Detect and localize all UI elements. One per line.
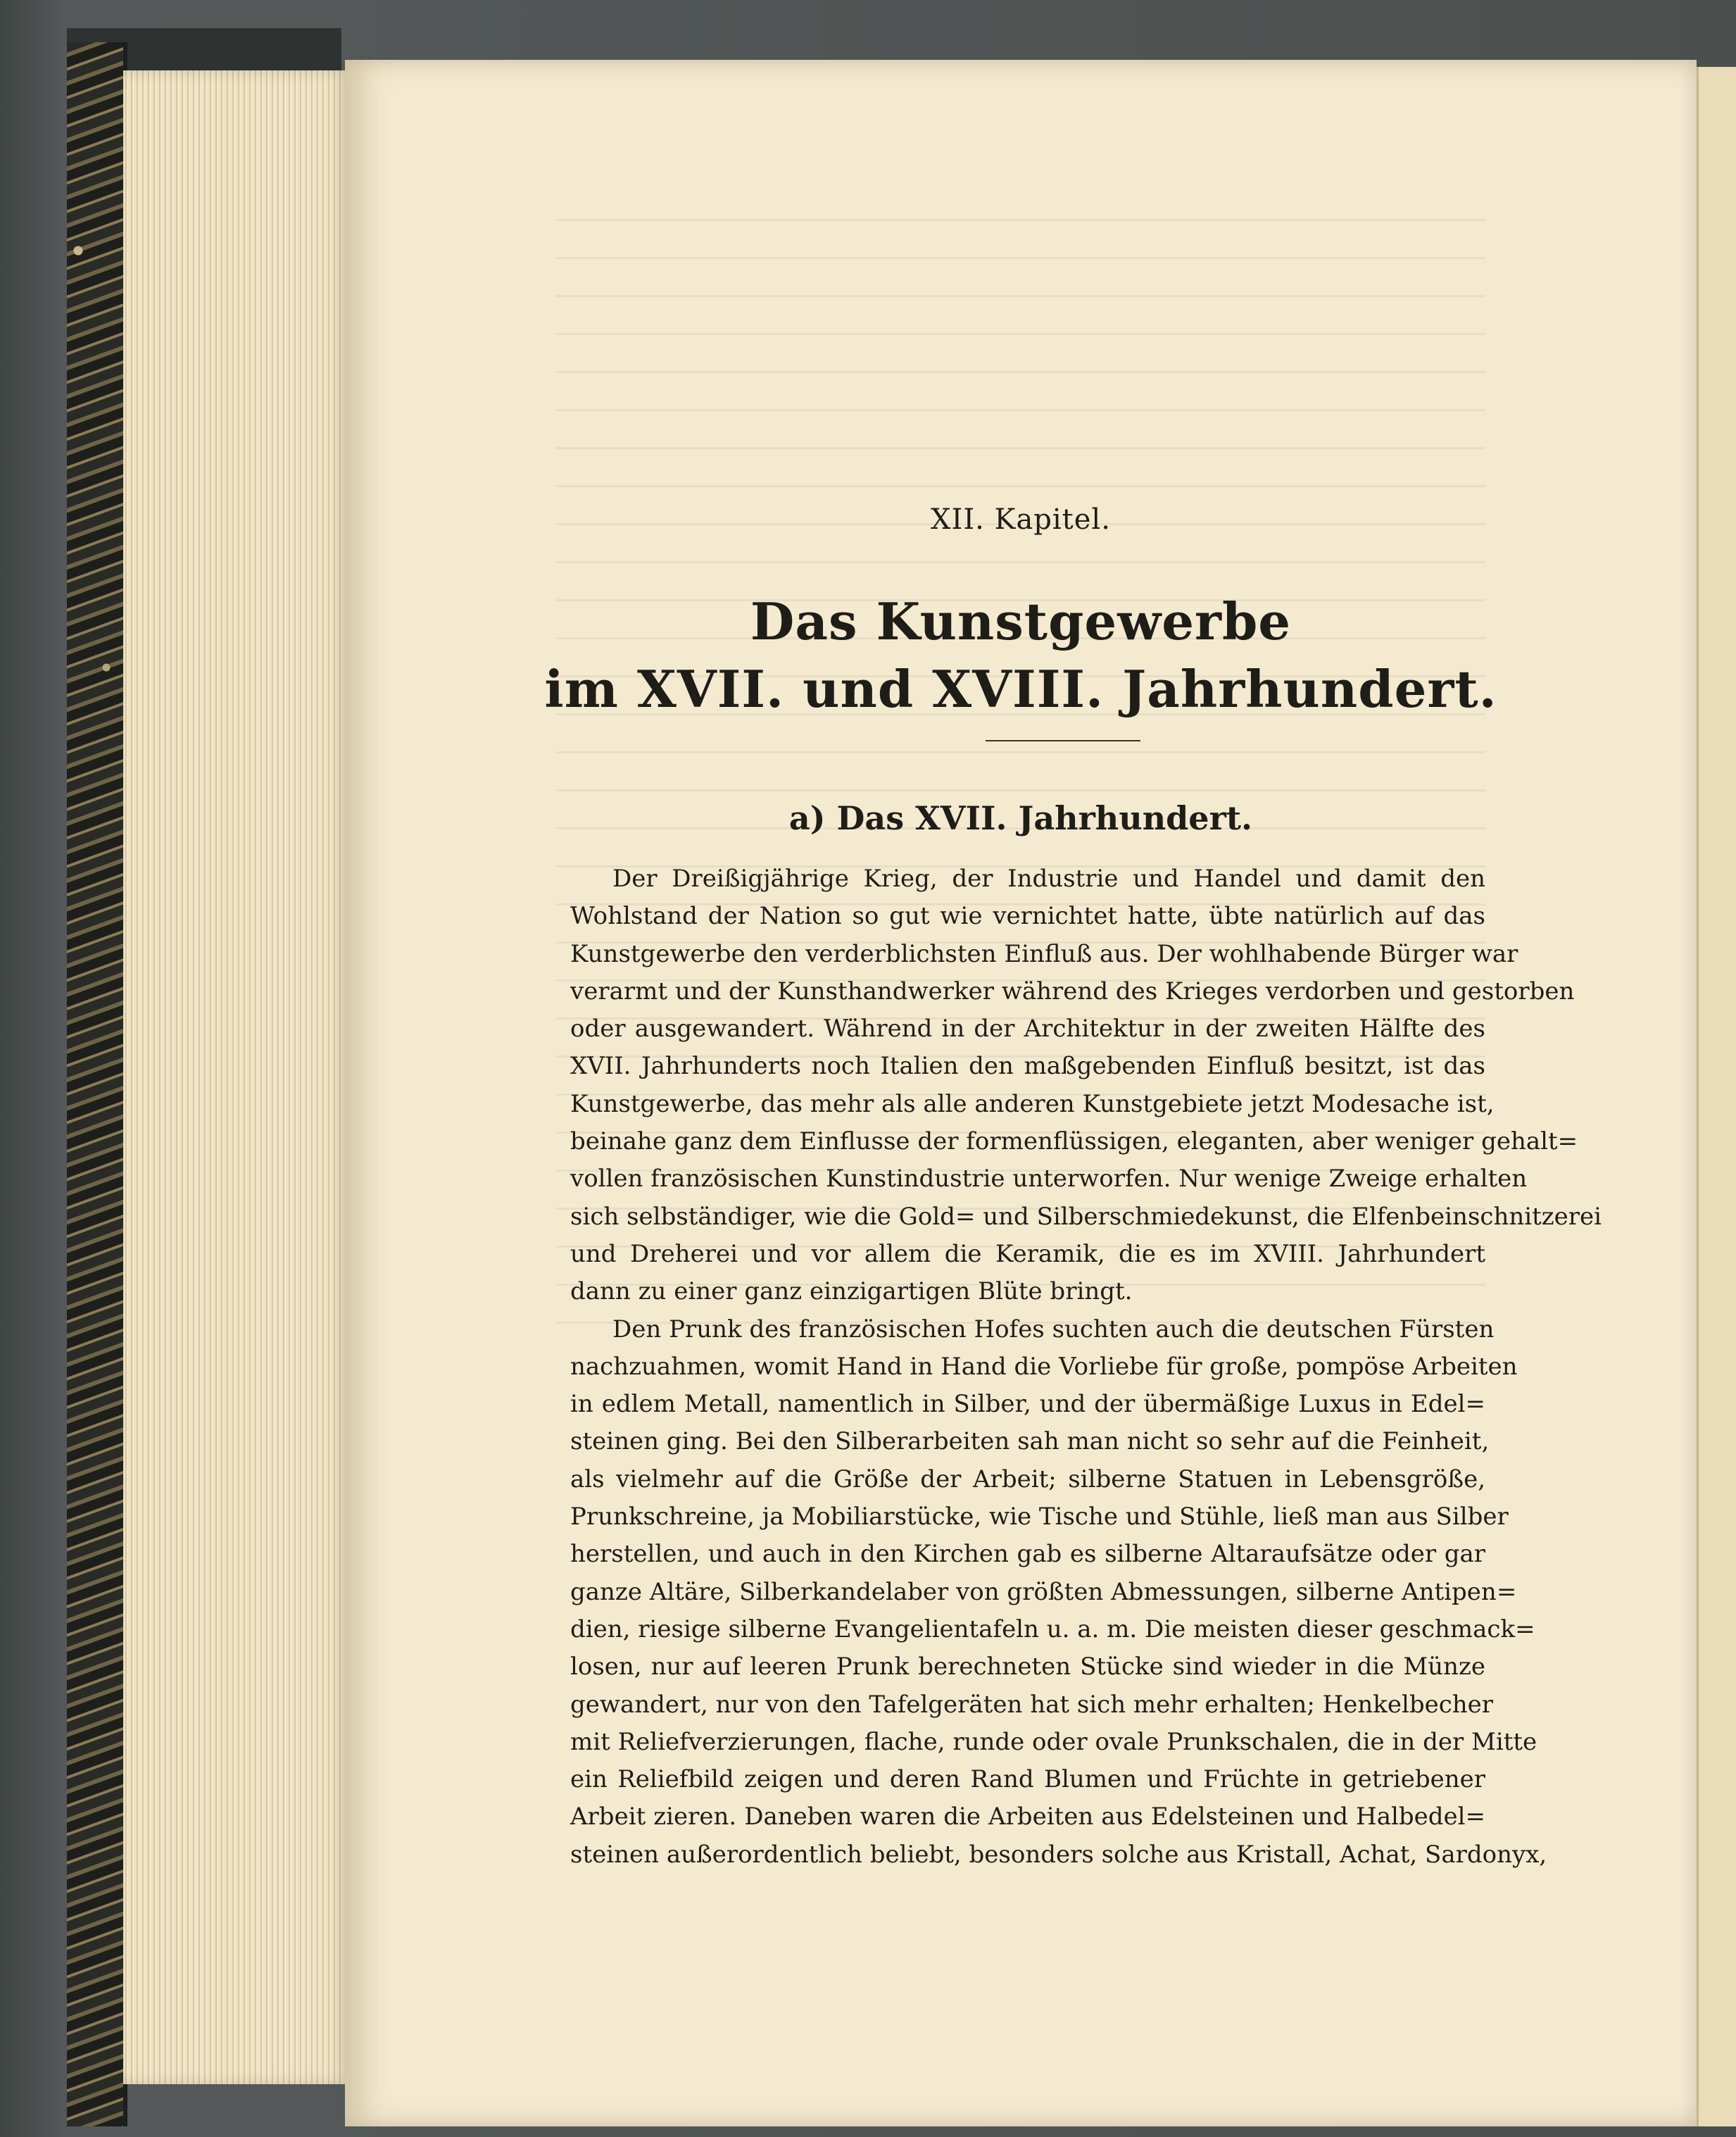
paragraph [570, 1311, 1547, 1874]
chapter-label: XII. Kapitel. [931, 503, 1111, 536]
text-line: Kunstgewerbe den verderblichsten Einfluß aus. Der wohlhabende Bürger war [570, 939, 1518, 968]
chapter-title [345, 588, 1697, 723]
text-line: sich selbständiger, wie die Gold= und Silberschmiedekunst, die Elfenbeinschnitzerei [570, 1202, 1602, 1231]
text-line: verarmt und der Kunsthandwerker während des Krieges verdorben und gestorben [570, 977, 1575, 1005]
page-block-edges [123, 70, 348, 2084]
chapter-title-line-1: Das Kunstgewerbe [750, 591, 1292, 651]
text-line: dien, riesige silberne Evangelientafeln u. a. m. Die meisten dieser geschmack= [570, 1615, 1535, 1643]
text-line: XVII. Jahrhunderts noch Italien den maßgebenden Einfluß besitzt, ist das [570, 1052, 1485, 1081]
text-line: Prunkschreine, ja Mobiliarstücke, wie Tische und Stühle, ließ man aus Silber [570, 1503, 1509, 1531]
title-divider [986, 740, 1140, 741]
facing-page-edge [1697, 67, 1736, 2126]
text-line: vollen französischen Kunstindustrie unterworfen. Nur wenige Zweige erhalten [570, 1165, 1528, 1193]
text-line: nachzuahmen, womit Hand in Hand die Vorliebe für große, pompöse Arbeiten [570, 1352, 1518, 1381]
text-line: Der Dreißigjährige Krieg, der Industrie und Handel und damit den [612, 865, 1485, 893]
text-line: mit Reliefverzierungen, flache, runde oder ovale Prunkschalen, die in der Mitte [570, 1727, 1537, 1756]
book-cover-marbled-edge [67, 42, 127, 2126]
text-line: Den Prunk des französischen Hofes suchten auch die deutschen Fürsten [612, 1315, 1495, 1343]
text-line: steinen außerordentlich beliebt, besonders solche aus Kristall, Achat, Sardonyx, [570, 1840, 1547, 1869]
text-line: dann zu einer ganz einzigartigen Blüte bringt. [570, 1277, 1133, 1306]
paragraph [570, 860, 1602, 1311]
text-line: als vielmehr auf die Größe der Arbeit; silberne Statuen in Lebensgröße, [570, 1465, 1485, 1493]
text-line: gewandert, nur von den Tafelgeräten hat sich mehr erhalten; Henkelbecher [570, 1690, 1494, 1719]
text-line: losen, nur auf leeren Prunk berechneten Stücke sind wieder in die Münze [570, 1653, 1485, 1681]
text-line: ein Reliefbild zeigen und deren Rand Blumen und Früchte in getriebener [570, 1765, 1485, 1794]
text-line: oder ausgewandert. Während in der Architektur in der zweiten Hälfte des [570, 1015, 1485, 1044]
text-line: Arbeit zieren. Daneben waren die Arbeiten aus Edelsteinen und Halbedel= [570, 1803, 1485, 1831]
chapter-title-line-2: im XVII. und XVIII. Jahrhundert. [544, 659, 1497, 719]
section-heading: a) Das XVII. Jahrhundert. [788, 799, 1253, 837]
text-line: Kunstgewerbe, das mehr als alle anderen Kunstgebiete jetzt Modesache ist, [570, 1089, 1495, 1118]
text-line: Wohlstand der Nation so gut wie vernichtet hatte, übte natürlich auf das [570, 902, 1485, 931]
text-line: herstellen, und auch in den Kirchen gab es silberne Altaraufsätze oder gar [570, 1540, 1485, 1569]
text-line: beinahe ganz dem Einflusse der formenflüssigen, eleganten, aber weniger gehalt= [570, 1127, 1578, 1156]
text-line: ganze Altäre, Silberkandelaber von größten Abmessungen, silberne Antipen= [570, 1577, 1517, 1606]
text-line: steinen ging. Bei den Silberarbeiten sah man nicht so sehr auf die Feinheit, [570, 1427, 1490, 1456]
body-text [570, 860, 1602, 1874]
text-line: in edlem Metall, namentlich in Silber, und der übermäßige Luxus in Edel= [570, 1390, 1485, 1419]
text-line: und Dreherei und vor allem die Keramik, die es im XVIII. Jahrhundert [570, 1239, 1485, 1268]
